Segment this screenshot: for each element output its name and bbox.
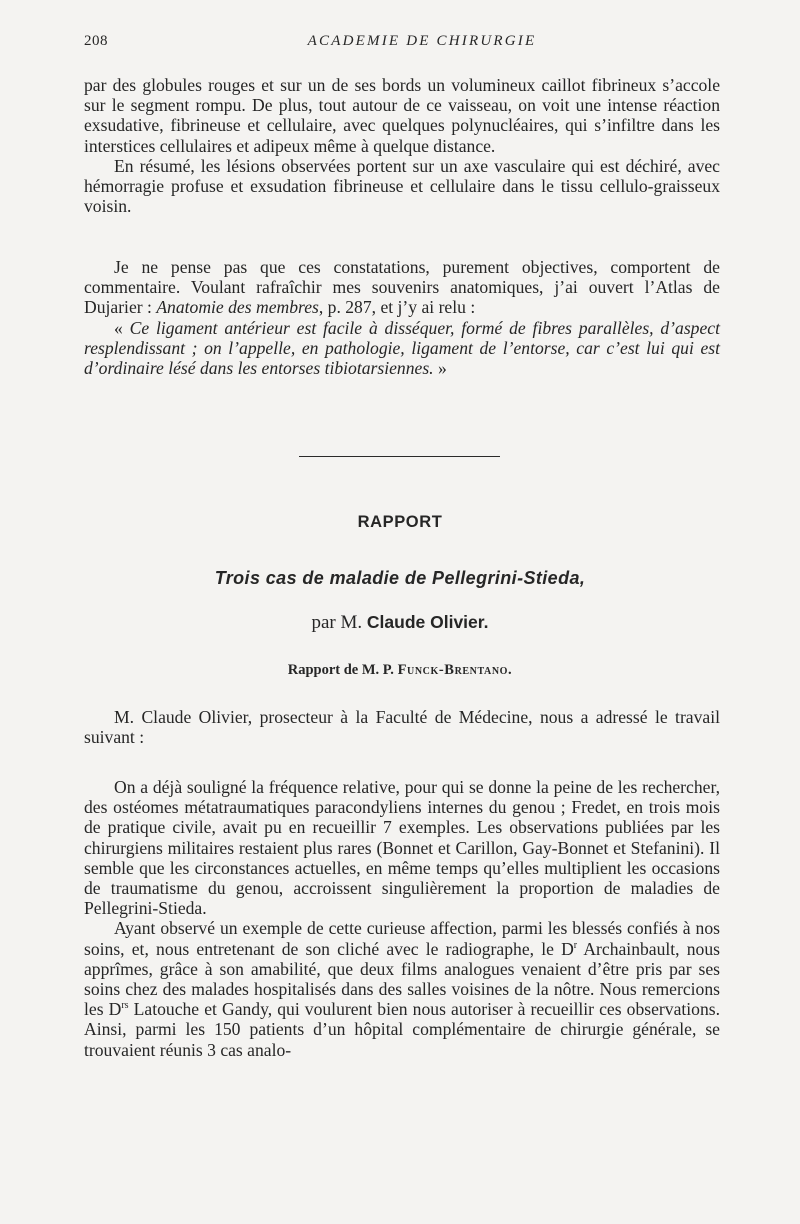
- quotation-text: Ce ligament antérieur est facile à disséquer, formé de fibres parallèles, d’aspect resplendissant ; on l’appelle, en pathologie, ligament de l’entorse, car c’est lui qui est d’ordinaire lésé dans les entorses tibiotarsiennes.: [84, 317, 720, 379]
- superscript-r: r: [573, 939, 578, 951]
- page-number: 208: [84, 33, 108, 49]
- byline-prefix: par M.: [311, 612, 367, 633]
- journal-title: ACADEMIE DE CHIRURGIE: [307, 33, 537, 49]
- commentary-text-after: , p. 287, et j’y ai relu :: [318, 297, 476, 318]
- atlas-quotation: [84, 318, 720, 379]
- last-paragraph-part-3: Latouche et Gandy, qui voulurent bien nous autoriser à recueillir ces observations. Ainsi, parmi les 150 patients d’un hôpital complémentaire de chirurgie générale, se trouvaient réunis 3 cas analo-: [84, 999, 720, 1060]
- intro-block: [84, 707, 720, 747]
- paragraph-osteomes: On a déjà souligné la fréquence relative, pour qui se donne la peine de les rechercher, des ostéomes métatraumatiques paracondyliens internes du genou ; Fredet, en trois mois de pratique civile, avait pu en recueillir 7 exemples. Les observations publiées par les chirurgiens militaires restaient plus rares (Bonnet et Carillon, Gay-Bonnet et Stefanini). Il semble que les circonstances actuelles, en même temps qu’elles multiplient les occasions de traumatisme du genou, accroissent singulièrement la proportion de maladies de Pellegrini-Stieda.: [84, 777, 720, 919]
- atlas-title: Anatomie des membres: [156, 297, 319, 318]
- author-name: Claude Olivier.: [366, 612, 489, 632]
- paragraph-lesion-description: par des globules rouges et sur un de ses bords un volumineux caillot fibrineux s’accole sur le segment rompu. De plus, tout autour de ce vaisseau, on voit une intense réaction exsudative, fibrineuse et cellulaire, avec quelques polynucléaires, qui s’infiltre dans les interstices cellulaires et adipeux même à quelque distance.: [84, 75, 720, 156]
- commentary-block: [84, 257, 720, 378]
- section-divider: [299, 456, 500, 457]
- superscript-rs: rs: [121, 1000, 129, 1012]
- running-head: [84, 33, 720, 57]
- opening-text-block: [84, 75, 720, 216]
- paragraph-observations: [84, 918, 720, 1059]
- last-paragraph-part-1: Ayant observé un exemple de cette curieuse affection, parmi les blessés confiés à nos soins, et, nous entretenant de son cliché avec le radiographe, le D: [84, 918, 720, 959]
- section-heading: RAPPORT: [357, 513, 443, 531]
- main-text-block: [84, 777, 720, 1060]
- quote-open-mark: «: [114, 317, 130, 338]
- byline: [0, 612, 800, 634]
- report-prefix: Rapport de M. P.: [287, 662, 398, 678]
- last-paragraph-part-2: Archainbault, nous apprîmes, grâce à son amabilité, que deux films analogues venaient d’être pris par ses soins chez des malades hospitalisés dans des salles voisines de la nôtre. Nous remercions les D: [84, 938, 720, 1020]
- paragraph-intro: M. Claude Olivier, prosecteur à la Faculté de Médecine, nous a adressé le travail suivant :: [84, 707, 720, 748]
- paragraph-commentary: [84, 257, 720, 318]
- paragraph-summary: En résumé, les lésions observées portent sur un axe vasculaire qui est déchiré, avec hémorragie profuse et exsudation fibrineuse et cellulaire dans le tissu cellulo-graisseux voisin.: [84, 155, 720, 217]
- report-attribution: [0, 662, 800, 679]
- reporter-name: Funck-Brentano.: [397, 662, 513, 678]
- commentary-text-before: Je ne pense pas que ces constatations, purement objectives, comportent de commentaire. Voulant rafraîchir mes souvenirs anatomiques, j’ai ouvert l’Atlas de Dujarier :: [84, 257, 720, 318]
- quote-close-mark: »: [433, 358, 447, 379]
- article-title: Trois cas de maladie de Pellegrini-Stieda,: [214, 568, 586, 588]
